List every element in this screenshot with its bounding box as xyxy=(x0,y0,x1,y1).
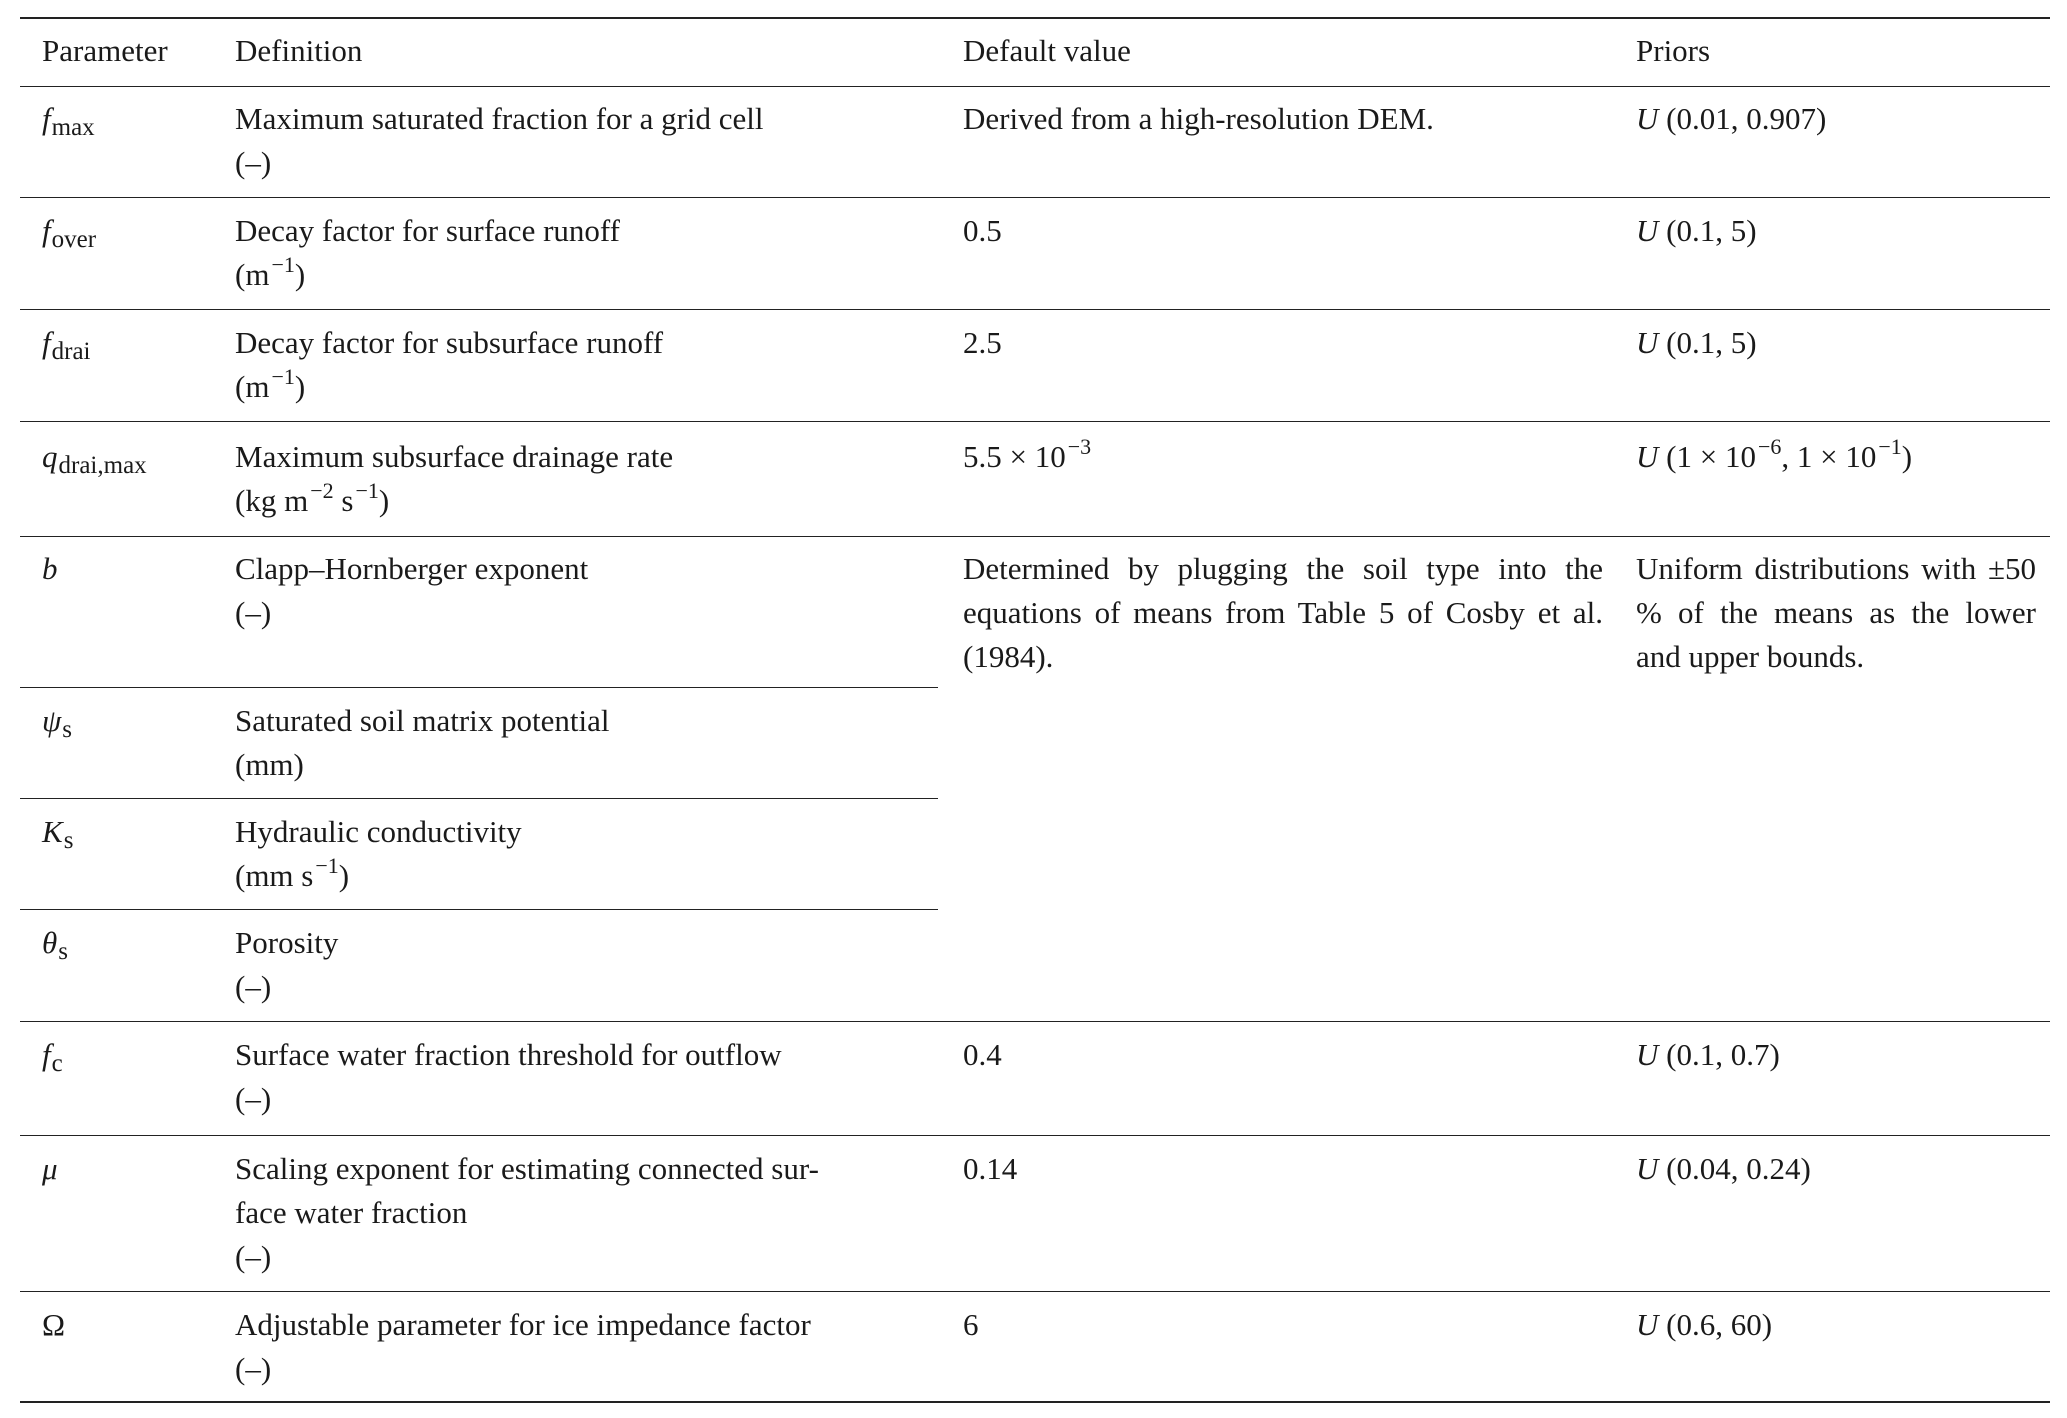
param-symbol: ψs xyxy=(42,703,72,743)
param-symbol: Ks xyxy=(42,814,74,854)
definition-text: Maximum saturated fraction for a grid cell xyxy=(235,101,764,136)
prior-value: U (0.01, 0.907) xyxy=(1636,101,1827,136)
default-value: 0.14 xyxy=(963,1151,1018,1186)
prior-value: U (0.1, 0.7) xyxy=(1636,1037,1780,1072)
param-symbol: fdrai xyxy=(42,325,91,365)
unit-text: (–) xyxy=(235,1351,272,1386)
default-value: $5.5 \times 10^{-3}$ xyxy=(963,434,1092,474)
unit-text: (–) xyxy=(235,1239,272,1274)
row-divider-partial xyxy=(20,687,938,688)
definition-text: face water fraction xyxy=(235,1195,468,1230)
unit-text: (–) xyxy=(235,595,272,630)
definition-text: Decay factor for surface runoff xyxy=(235,213,620,248)
header-parameter: Parameter xyxy=(42,33,168,68)
default-value: 0.5 xyxy=(963,213,1002,248)
soil-prior-value: Uniform distributions with ±50 % of the means as the lower and upper bounds. xyxy=(1636,551,2036,674)
definition-text: Decay factor for subsurface runoff xyxy=(235,325,664,360)
row-divider xyxy=(20,536,2050,537)
param-symbol: fc xyxy=(42,1037,63,1077)
unit-text: (mm) xyxy=(235,747,304,782)
row-divider xyxy=(20,1021,2050,1022)
prior-value: U (0.1, 5) xyxy=(1636,213,1757,248)
definition-text: Adjustable parameter for ice impedance factor xyxy=(235,1307,811,1342)
top-rule xyxy=(20,17,2050,19)
definition-text: Surface water fraction threshold for outflow xyxy=(235,1037,782,1072)
row-divider xyxy=(20,1291,2050,1292)
prior-value: U (0.1, 5) xyxy=(1636,325,1757,360)
param-symbol: Ω xyxy=(42,1307,66,1342)
definition-text: Hydraulic conductivity xyxy=(235,814,522,849)
row-divider xyxy=(20,197,2050,198)
default-value: 2.5 xyxy=(963,325,1002,360)
definition-text: Porosity xyxy=(235,925,339,960)
param-symbol: fover xyxy=(42,213,97,253)
default-value: 6 xyxy=(963,1307,979,1342)
default-value: 0.4 xyxy=(963,1037,1002,1072)
prior-value: U (0.6, 60) xyxy=(1636,1307,1773,1342)
row-divider-partial xyxy=(20,909,938,910)
prior-value: U ($1 \times 10^{-6}$, $1 \times 10^{-1}$) xyxy=(1636,434,1913,474)
default-value: Derived from a high-resolution DEM. xyxy=(963,101,1434,136)
param-symbol: fmax xyxy=(42,101,95,141)
header-priors: Priors xyxy=(1636,33,1711,68)
param-symbol: b xyxy=(42,551,58,586)
soil-default-value: Determined by plugging the soil type into the equations of means from Table 5 of Cosby et al. (1984). xyxy=(963,551,1603,674)
row-divider xyxy=(20,421,2050,422)
header-rule xyxy=(20,86,2050,87)
row-divider-partial xyxy=(20,798,938,799)
row-divider xyxy=(20,1135,2050,1136)
row-divider xyxy=(20,309,2050,310)
bottom-rule xyxy=(20,1401,2050,1403)
unit-text: (–) xyxy=(235,969,272,1004)
unit-text: (–) xyxy=(235,1081,272,1116)
unit-text: $(m^{-1})$ xyxy=(235,364,306,404)
definition-text: Clapp–Hornberger exponent xyxy=(235,551,589,586)
header-default-value: Default value xyxy=(963,33,1131,68)
header-definition: Definition xyxy=(235,33,363,68)
definition-text: Scaling exponent for estimating connected sur- xyxy=(235,1151,819,1186)
param-symbol: μ xyxy=(42,1151,58,1186)
definition-text: Maximum subsurface drainage rate xyxy=(235,439,674,474)
unit-text: $(m^{-1})$ xyxy=(235,252,306,292)
unit-text: (kg $m^{-2}$ $s^{-1}$) xyxy=(235,478,390,518)
unit-text: (mm $s^{-1}$) xyxy=(235,853,350,893)
param-symbol: θs xyxy=(42,925,68,965)
unit-text: (–) xyxy=(235,145,272,180)
prior-value: U (0.04, 0.24) xyxy=(1636,1151,1811,1186)
definition-text: Saturated soil matrix potential xyxy=(235,703,610,738)
param-symbol: qdrai,max xyxy=(42,439,147,479)
